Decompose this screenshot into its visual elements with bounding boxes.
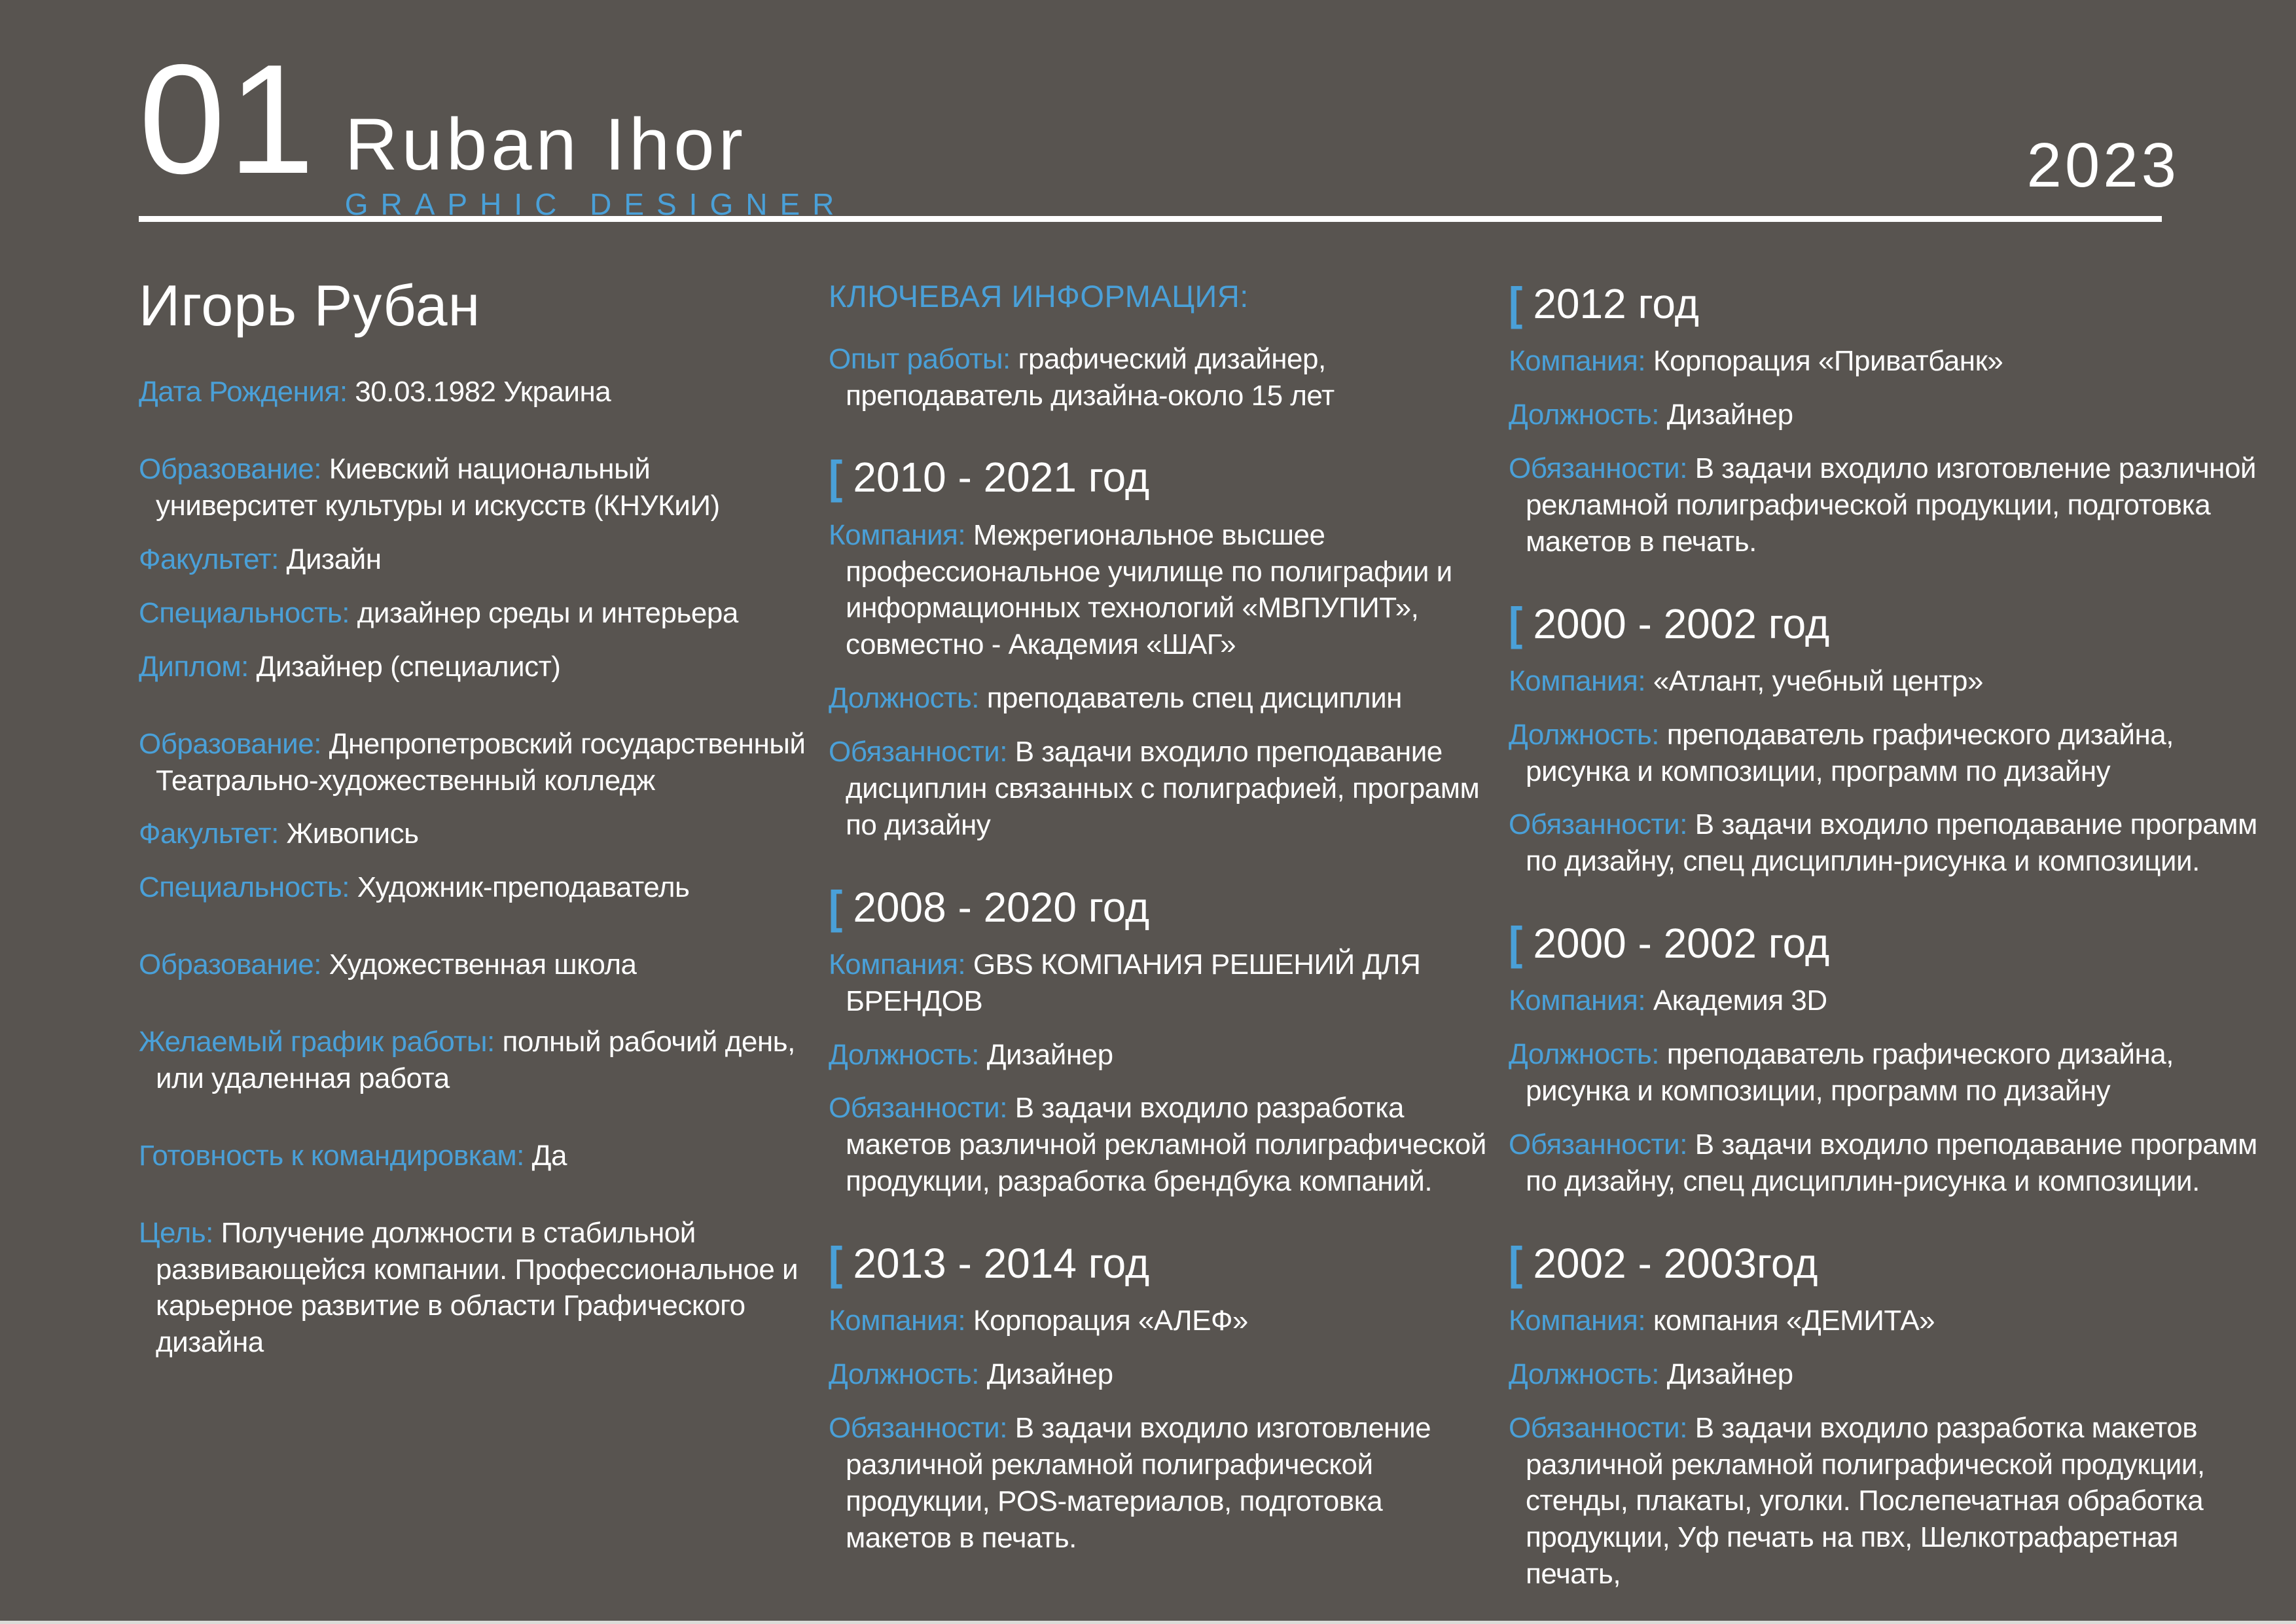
- job-2012: [1509, 278, 2274, 560]
- field-value: В задачи входило разработка макетов различной рекламной полиграфической продукции, разработка брендбука компаний.: [846, 1092, 1486, 1198]
- field-value: Академия 3D: [1653, 984, 1827, 1017]
- job-position: [829, 1037, 1486, 1074]
- field-value: Да: [531, 1139, 567, 1172]
- job-years-text: 2010 - 2021 год: [853, 454, 1150, 501]
- field-value: Получение должности в стабильной развивающейся компании. Профессиональное и карьерное развитие в области Графического дизайна: [156, 1216, 798, 1359]
- field-label: Компания:: [1509, 984, 1646, 1017]
- field-label: Должность:: [1509, 399, 1659, 431]
- bottom-strip: [0, 1621, 2296, 1624]
- job-years: [829, 880, 1486, 933]
- year-bracket-icon: [: [1509, 1237, 1523, 1290]
- field-value: Дизайнер: [986, 1038, 1113, 1071]
- resume-content: [0, 222, 2296, 1610]
- field-label: Обязанности:: [1509, 452, 1687, 484]
- field-value: «Атлант, учебный центр»: [1653, 664, 1983, 697]
- field-value: GBS КОМПАНИЯ РЕШЕНИЙ ДЛЯ БРЕНДОВ: [846, 948, 1421, 1017]
- field-education-2: [139, 726, 806, 799]
- field-label: Должность:: [829, 1358, 979, 1391]
- logo-number: 01: [139, 33, 317, 206]
- job-duties: [829, 1410, 1486, 1557]
- job-company: [1509, 663, 2274, 700]
- field-label: Компания:: [1509, 1304, 1646, 1337]
- brand-name: Ruban Ihor: [344, 103, 747, 185]
- job-years-text: 2008 - 2020 год: [853, 883, 1150, 931]
- field-value: Днепропетровский государственный Театрально-художественный колледж: [156, 727, 806, 797]
- field-value: Художник-преподаватель: [357, 871, 690, 904]
- job-company: [1509, 1303, 2274, 1339]
- job-company: [829, 947, 1486, 1020]
- field-label: Должность:: [1509, 1038, 1659, 1071]
- field-value: преподаватель спец дисциплин: [986, 682, 1402, 715]
- field-label: Должность:: [829, 682, 979, 715]
- job-position: [1509, 397, 2274, 433]
- field-value: Художественная школа: [329, 948, 637, 981]
- column-experience-2: [1509, 276, 2274, 1610]
- field-label: Обязанности:: [1509, 1411, 1687, 1444]
- job-2010-2021: [829, 451, 1486, 843]
- job-years: [1509, 597, 2274, 650]
- field-value: Живопись: [286, 818, 419, 850]
- header-year: 2023: [2026, 130, 2179, 200]
- field-value: преподаватель графического дизайна, рисунка и композиции, программ по дизайну: [1526, 1038, 2174, 1108]
- field-faculty-2: [139, 816, 806, 852]
- job-company: [1509, 343, 2274, 380]
- field-value: В задачи входило разработка макетов различной рекламной полиграфической продукции, стенды, плакаты, уголки. Послепечатная обработка продукции, Уф печать на пвх, Шелкотрафаретная печать,: [1526, 1411, 2205, 1591]
- field-label: Компания:: [1509, 664, 1646, 697]
- key-info-heading: КЛЮЧЕВАЯ ИНФОРМАЦИЯ:: [829, 279, 1249, 314]
- job-years: [1509, 917, 2274, 969]
- job-duties: [1509, 806, 2274, 880]
- field-label: Обязанности:: [1509, 1128, 1687, 1161]
- job-years-text: 2012 год: [1533, 280, 1699, 327]
- field-label: Факультет:: [139, 818, 279, 850]
- field-label: Опыт работы:: [829, 342, 1011, 375]
- field-value: В задачи входило преподавание дисциплин связанных с полиграфией, программ по дизайну: [846, 736, 1480, 841]
- field-value: компания «ДЕМИТА»: [1653, 1304, 1935, 1337]
- field-label: Специальность:: [139, 596, 350, 629]
- job-duties: [1509, 1410, 2274, 1593]
- brand-subtitle: GRAPHIC DESIGNER: [344, 187, 847, 221]
- field-label: Факультет:: [139, 543, 279, 576]
- job-2002-2003: [1509, 1237, 2274, 1593]
- field-label: Обязанности:: [1509, 808, 1687, 841]
- header: [0, 0, 2296, 221]
- field-label: Обязанности:: [829, 736, 1007, 768]
- job-years-text: 2013 - 2014 год: [853, 1240, 1150, 1288]
- job-years: [829, 451, 1486, 503]
- job-years: [829, 1237, 1486, 1290]
- field-birthdate: [139, 374, 806, 410]
- field-label: Дата Рождения:: [139, 376, 348, 408]
- column-experience-1: [829, 276, 1486, 1610]
- field-value: дизайнер среды и интерьера: [357, 596, 738, 629]
- job-position: [829, 1356, 1486, 1393]
- job-company: [1509, 983, 2274, 1019]
- field-value: Межрегиональное высшее профессиональное училище по полиграфии и информационных технологий «МВПУПИТ», совместно - Академия «ШАГ»: [846, 518, 1452, 661]
- column-personal: [139, 273, 806, 1610]
- person-name: Игорь Рубан: [139, 273, 481, 338]
- job-duties: [1509, 1127, 2274, 1200]
- field-label: Обязанности:: [829, 1412, 1007, 1444]
- job-company: [829, 517, 1486, 664]
- year-bracket-icon: [: [829, 451, 843, 503]
- field-label: Образование:: [139, 948, 321, 981]
- field-faculty-1: [139, 541, 806, 578]
- job-duties: [829, 734, 1486, 844]
- field-value: преподаватель графического дизайна, рисунка и композиции, программ по дизайну: [1526, 718, 2174, 787]
- field-value: Дизайнер: [1666, 399, 1793, 431]
- year-bracket-icon: [: [829, 880, 843, 933]
- field-objective: [139, 1215, 806, 1362]
- field-diploma: [139, 649, 806, 685]
- field-value: Киевский национальный университет культуры и искусств (КНУКиИ): [156, 453, 720, 522]
- field-education-3: [139, 947, 806, 983]
- job-2013-2014: [829, 1237, 1486, 1556]
- field-label: Диплом:: [139, 650, 249, 683]
- field-value: 30.03.1982 Украина: [355, 376, 611, 408]
- field-label: Должность:: [1509, 1358, 1659, 1390]
- job-duties: [1509, 450, 2274, 560]
- job-position: [1509, 1036, 2274, 1110]
- job-years: [1509, 278, 2274, 330]
- field-label: Образование:: [139, 453, 321, 486]
- job-years: [1509, 1237, 2274, 1290]
- field-value: Корпорация «АЛЕФ»: [973, 1305, 1248, 1337]
- job-2008-2020: [829, 880, 1486, 1200]
- job-years-text: 2002 - 2003год: [1533, 1239, 1818, 1287]
- field-label: Компания:: [829, 948, 966, 981]
- field-label: Специальность:: [139, 871, 350, 904]
- field-business-trips: [139, 1138, 806, 1174]
- job-2000-2002-academy3d: [1509, 917, 2274, 1200]
- field-label: Компания:: [1509, 345, 1646, 378]
- job-position: [829, 680, 1486, 717]
- job-position: [1509, 1356, 2274, 1393]
- field-value: Дизайнер: [1666, 1358, 1793, 1390]
- field-value: Корпорация «Приватбанк»: [1653, 345, 2003, 378]
- field-label: Обязанности:: [829, 1092, 1007, 1125]
- field-value: В задачи входило преподавание программ по дизайну, спец дисциплин-рисунка и композиции.: [1526, 1128, 2257, 1197]
- field-work-schedule: [139, 1024, 806, 1097]
- field-value: полный рабочий день, или удаленная работа: [156, 1026, 795, 1094]
- field-label: Цель:: [139, 1216, 213, 1249]
- job-years-text: 2000 - 2002 год: [1533, 920, 1830, 967]
- field-education-1: [139, 451, 806, 524]
- field-value: В задачи входило изготовление различной рекламной полиграфической продукции, подготовка макетов в печать.: [1526, 452, 2257, 558]
- field-specialty-1: [139, 595, 806, 632]
- job-position: [1509, 717, 2274, 790]
- field-value: В задачи входило изготовление различной рекламной полиграфической продукции, POS-материалов, подготовка макетов в печать.: [846, 1412, 1431, 1554]
- job-2000-2002-atlant: [1509, 597, 2274, 880]
- field-value: В задачи входило преподавание программ по дизайну, спец дисциплин-рисунка и композиции.: [1526, 808, 2257, 878]
- field-value: Дизайнер: [986, 1358, 1113, 1391]
- field-experience-summary: [829, 341, 1486, 414]
- field-label: Должность:: [1509, 718, 1659, 751]
- field-value: Дизайн: [286, 543, 382, 576]
- job-years-text: 2000 - 2002 год: [1533, 600, 1830, 647]
- year-bracket-icon: [: [1509, 917, 1523, 969]
- year-bracket-icon: [: [1509, 278, 1523, 330]
- field-label: Должность:: [829, 1038, 979, 1071]
- year-bracket-icon: [: [1509, 597, 1523, 650]
- field-label: Готовность к командировкам:: [139, 1139, 524, 1172]
- field-label: Желаемый график работы:: [139, 1026, 495, 1058]
- field-label: Компания:: [829, 1305, 966, 1337]
- field-value: Дизайнер (специалист): [256, 650, 561, 683]
- brand-block: [344, 103, 847, 222]
- field-label: Образование:: [139, 727, 321, 760]
- job-company: [829, 1303, 1486, 1339]
- year-bracket-icon: [: [829, 1237, 843, 1290]
- field-label: Компания:: [829, 518, 966, 551]
- field-value: графический дизайнер, преподаватель дизайна-около 15 лет: [846, 342, 1335, 412]
- field-specialty-2: [139, 869, 806, 906]
- job-duties: [829, 1090, 1486, 1200]
